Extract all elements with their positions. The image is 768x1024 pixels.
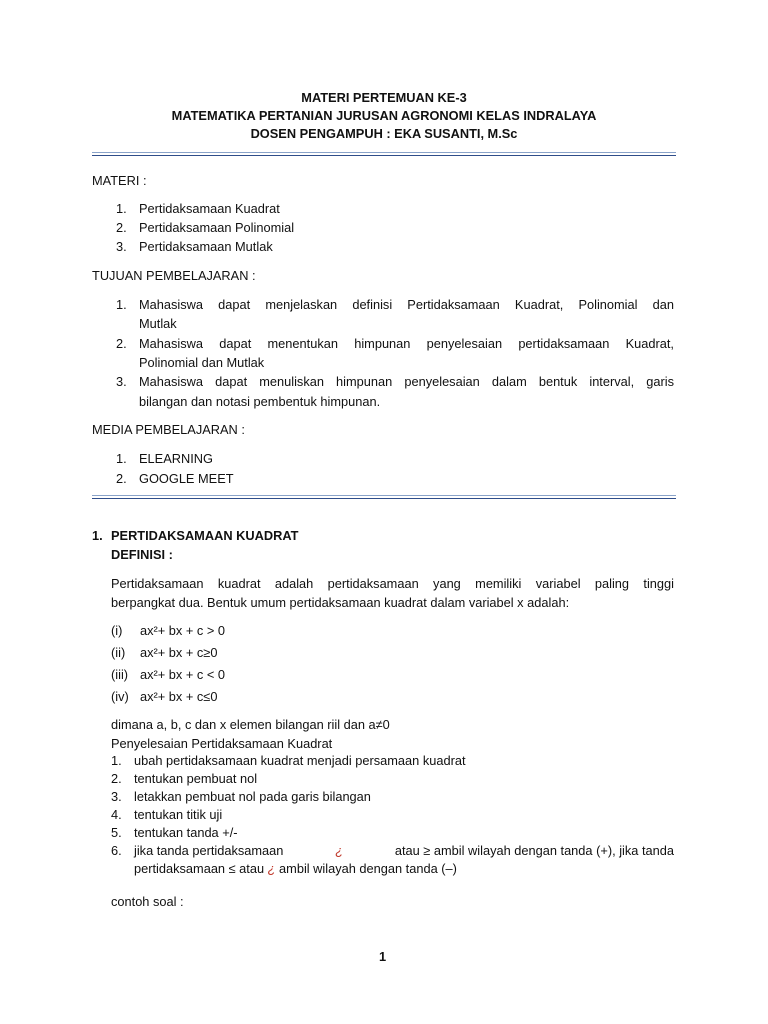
step6-text: atau ≥ ambil wilayah dengan tanda (+), jika tanda xyxy=(394,843,674,858)
section-divider xyxy=(92,495,676,499)
doc-title-line3: DOSEN PENGAMPUH : EKA SUSANTI, M.Sc xyxy=(250,126,518,141)
section-number: 1. xyxy=(92,528,103,543)
page-number: 1 xyxy=(379,949,387,964)
doc-title-line2: MATEMATIKA PERTANIAN JURUSAN AGRONOMI KELAS INDRALAYA xyxy=(171,108,597,123)
step-number: 5. xyxy=(111,825,122,840)
step6-text: ambil wilayah dengan tanda (–) xyxy=(279,861,457,876)
list-number: 3. xyxy=(116,374,127,389)
step6-text: jika tanda pertidaksamaan xyxy=(134,843,284,858)
form-expression: ax²+ bx + c≥0 xyxy=(140,645,218,660)
materi-item: Pertidaksamaan Mutlak xyxy=(139,239,273,254)
form-expression: ax²+ bx + c > 0 xyxy=(140,623,226,638)
step-text: tentukan tanda +/- xyxy=(134,825,238,840)
list-number: 1. xyxy=(116,201,127,216)
definisi-heading: DEFINISI : xyxy=(111,547,173,562)
step-number: 6. xyxy=(111,843,122,858)
media-heading: MEDIA PEMBELAJARAN : xyxy=(92,422,245,437)
form-label: (iii) xyxy=(111,667,129,682)
header-divider xyxy=(92,152,676,156)
step6-text: pertidaksamaan ≤ atau xyxy=(134,861,265,876)
definition-paragraph-line: berpangkat dua. Bentuk umum pertidaksamaan kuadrat dalam variabel x adalah: xyxy=(111,595,570,610)
dimana-text: dimana a, b, c dan x elemen bilangan riil dan a≠0 xyxy=(111,717,390,732)
step6-line1 xyxy=(134,843,674,858)
definition-paragraph-line: Pertidaksamaan kuadrat adalah pertidaksamaan yang memiliki variabel paling tinggi xyxy=(111,576,674,591)
list-number: 1. xyxy=(116,297,127,312)
tujuan-item-line: Mahasiswa dapat menjelaskan definisi Pertidaksamaan Kuadrat, Polinomial dan xyxy=(139,297,674,312)
red-symbol: ¿ xyxy=(267,861,276,876)
step-text: tentukan titik uji xyxy=(134,807,223,822)
materi-item: Pertidaksamaan Kuadrat xyxy=(139,201,280,216)
step-number: 4. xyxy=(111,807,122,822)
step-text: ubah pertidaksamaan kuadrat menjadi persamaan kuadrat xyxy=(134,753,466,768)
form-label: (ii) xyxy=(111,645,126,660)
step-number: 2. xyxy=(111,771,122,786)
form-expression: ax²+ bx + c < 0 xyxy=(140,667,226,682)
step-text: letakkan pembuat nol pada garis bilangan xyxy=(134,789,371,804)
step6-line2 xyxy=(134,861,457,876)
list-number: 2. xyxy=(116,471,127,486)
form-label: (iv) xyxy=(111,689,129,704)
tujuan-heading: TUJUAN PEMBELAJARAN : xyxy=(92,268,256,283)
materi-heading: MATERI : xyxy=(92,173,147,188)
list-number: 2. xyxy=(116,220,127,235)
section-title: PERTIDAKSAMAAN KUADRAT xyxy=(111,528,299,543)
list-number: 2. xyxy=(116,336,127,351)
materi-item: Pertidaksamaan Polinomial xyxy=(139,220,295,235)
list-number: 1. xyxy=(116,451,127,466)
penyelesaian-title: Penyelesaian Pertidaksamaan Kuadrat xyxy=(111,736,333,751)
tujuan-item-line: Mahasiswa dapat menentukan himpunan penyelesaian pertidaksamaan Kuadrat, xyxy=(139,336,674,351)
step-number: 1. xyxy=(111,753,122,768)
red-symbol: ¿ xyxy=(335,843,344,858)
tujuan-item-line: Mahasiswa dapat menuliskan himpunan penyelesaian dalam bentuk interval, garis xyxy=(139,374,674,389)
list-number: 3. xyxy=(116,239,127,254)
tujuan-item-line: Mutlak xyxy=(139,316,177,331)
doc-title-line1: MATERI PERTEMUAN KE-3 xyxy=(301,90,467,105)
step-number: 3. xyxy=(111,789,122,804)
form-expression: ax²+ bx + c≤0 xyxy=(140,689,218,704)
tujuan-item-line: bilangan dan notasi pembentuk himpunan. xyxy=(139,394,381,409)
media-item: ELEARNING xyxy=(139,451,213,466)
step-text: tentukan pembuat nol xyxy=(134,771,258,786)
form-label: (i) xyxy=(111,623,123,638)
contoh-soal-label: contoh soal : xyxy=(111,894,184,909)
media-item: GOOGLE MEET xyxy=(139,471,234,486)
tujuan-item-line: Polinomial dan Mutlak xyxy=(139,355,265,370)
